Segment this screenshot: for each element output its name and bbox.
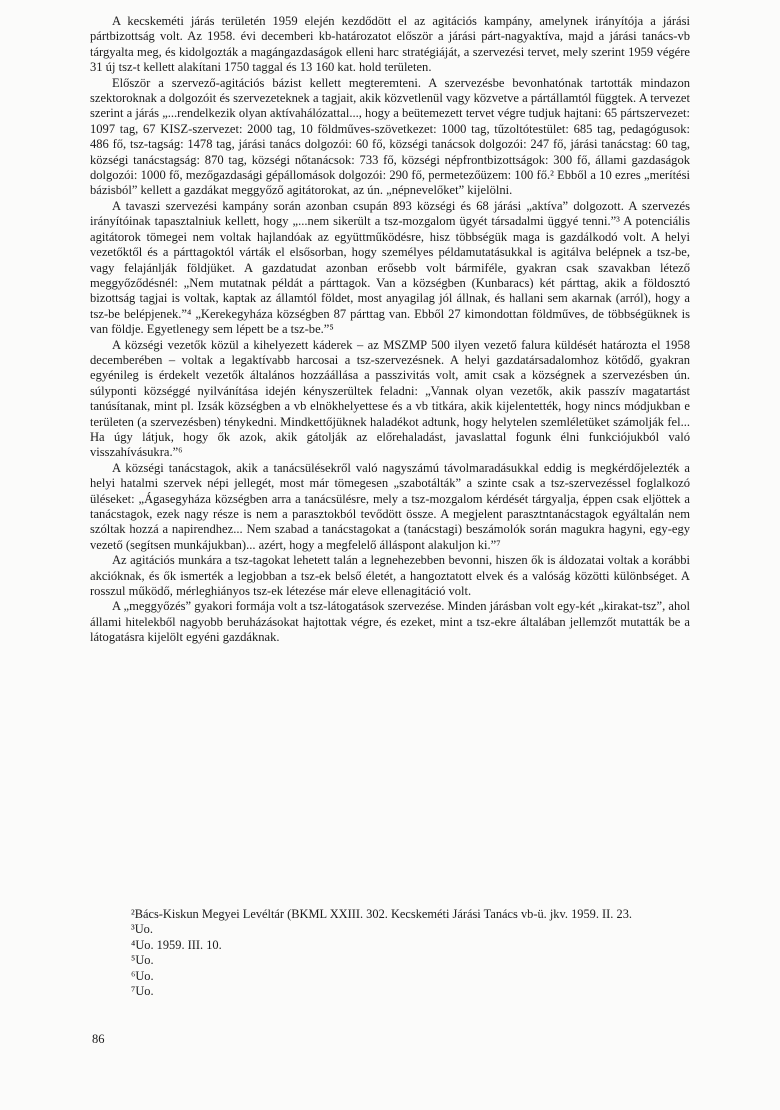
footnote-5: ⁵Uo. <box>131 953 154 968</box>
paragraph-7: A „meggyőzés” gyakori formája volt a tsz-látogatások szervezése. Minden járásban volt egy-két „kirakat-tsz”, ahol állami hitelekből nagyobb beruházásokat hajtottak végre, és ezeket, mint a tsz-ekre általában jellemzőt mutatták be a látogatásra kijelölt egyéni gazdáknak. <box>90 599 690 645</box>
footnotes <box>131 907 691 999</box>
footnote-7: ⁷Uo. <box>131 984 154 999</box>
page-number: 86 <box>92 1032 105 1046</box>
paragraph-1: A kecskeméti járás területén 1959 elején kezdődött el az agitációs kampány, amelynek irányítója a járási pártbizottság volt. Az 1958. évi decemberi kb-határozatot először a járási párt-nagyaktíva, majd a járási tanács-vb tárgyalta meg, és kidolgozták a magángazdaságok elleni harc stratégiáját, a szervezési tervet, mely szerint 1959 végére 31 új tsz-t kellett alakítani 1750 taggal és 13 160 kat. hold területen. <box>90 14 690 75</box>
footnote-6: ⁶Uo. <box>131 968 154 983</box>
paragraph-5: A községi tanácstagok, akik a tanácsülésekről való nagyszámú távolmaradásukkal eddig is megkérdőjelezték a helyi hatalmi szervek népi jellegét, most már tömegesen „szabotálták” a szinte csak a tsz-szervezéssel foglalkozó üléseket: „Ágasegyháza községben arra a tanácsülésre, mely a tsz-mozgalom kérdését tárgyalja, éppen csak eljöttek a tanácstagok, ezek nagy része is nem a parasztokból tevődött össze. A megjelent parasztntanácstagok egyáltalán nem szóltak hozzá a napirendhez... Nem szabad a tanácstagokat a (tanácstagi) beszámolók során magukra hagyni, egy-egy vezető (segítsen munkájukban)... azért, hogy a megfelelő álláspont alakuljon ki.”⁷ <box>90 460 690 552</box>
paragraph-4: A községi vezetők közül a kihelyezett káderek – az MSZMP 500 ilyen vezető falura küldését határozta el 1958 decemberében – voltak a legaktívabb harcosai a tsz-szervezésnek. A helyi gazdatársadalomhoz kötődő, gyakran egyénileg is érdekelt vezetők általános hozzáállása a passzivitás volt, amit csak a községnek a szervezésben ún. súlyponti községgé nyilvánítása idején kényszerültek feladni: „Vannak olyan vezetők, akik passzív magatartást tanúsítanak, mint pl. Izsák községben a vb elnökhelyettese és a vb titkára, akik kijelentették, hogy nincs módjukban e területen (a szervezésben) ténykedni. Mindkettőjüknek haladékot adtunk, hogy helytelen szemléletüket számolják fel... Ha úgy látjuk, hogy ők azok, akik gátolják az előrehaladást, javaslattal fogunk élni funkciójukból való visszahívásukra.”⁶ <box>90 337 690 460</box>
footnote-4: ⁴Uo. 1959. III. 10. <box>131 937 222 952</box>
paragraph-2: Először a szervező-agitációs bázist kellett megteremteni. A szervezésbe bevonhatónak tartották mindazon szektoroknak a dolgozóit és szervezeteknek a tagjait, akik közvetlenül vagy közvetve a pártállamtól függtek. A tervezet szerint a járás „...rendelkezik olyan aktívahálózattal..., hogy a beütemezett tervet végre tudjuk hajtani: 65 pártszervezet: 1097 tag, 67 KISZ-szervezet: 2000 tag, 10 földműves-szövetkezet: 1000 tag, tűzoltótestület: 685 tag, pedagógusok: 486 fő, tsz-tagság: 1478 tag, járási tanács dolgozói: 60 fő, községi tanácsok dolgozói: 247 fő, járási tanácstag: 60 tag, községi tanácstagság: 870 tag, községi nőtanácsok: 733 fő, községi népfrontbizottságok: 300 fő, állami gazdaságok dolgozói: 1000 fő, mezőgazdasági gépállomások dolgozói: 290 fő, permetezőüzem: 100 fő.² Ebből a 10 ezres „merítési bázisból” kellett a gazdákat meggyőző agitátorokat, az ún. „népnevelőket” kijelölni. <box>90 75 690 198</box>
paragraph-6: Az agitációs munkára a tsz-tagokat lehetett talán a legnehezebben bevonni, hiszen ők is áldozatai voltak a korábbi akcióknak, és ők ismerték a legjobban a tsz-ek belső életét, a hangoztatott elvek és a valóság közötti különbséget. A rosszul működő, mérleghiányos tsz-ek létezése már eleve ellenagitáció volt. <box>90 553 690 599</box>
body-text <box>90 14 690 646</box>
footnote-2: ²Bács-Kiskun Megyei Levéltár (BKML XXIII. 302. Kecskeméti Járási Tanács vb-ü. jkv. 1959. II. 23. <box>131 907 632 921</box>
paragraph-3: A tavaszi szervezési kampány során azonban csupán 893 községi és 68 járási „aktíva” dolgozott. A szervezés irányítóinak tapasztalniuk kellett, hogy „...nem sikerült a tsz-mozgalom ügyét társadalmi üggyé tenni.”³ A potenciális agitátorok tömegei nem voltak hajlandóak az együttműködésre, hisz többségük maga is gazdálkodó volt. A helyi vezetőktől és a párttagoktól várták el elsősorban, hogy személyes példamutatásukkal is agitálva belépnek a tsz-be, vagy felajánlják földjüket. A gazdatudat azonban erősebb volt bármiféle, gyakran csak szavakban létező meggyőződésnél: „Nem mutatnak példát a párttagok. Van a községben (Kunbaracs) két párttag, akik a földosztó bizottság tagjai is voltak, kaptak az államtól földet, most anyagilag jól állnak, és hallani sem akarnak (arról), hogy a tsz-be belépjenek.”⁴ „Kerekegyháza községben 87 párttag van. Ebből 27 kimondottan földműves, de többségüknek is van földje. Egyetlenegy sem lépett be a tsz-be.”⁵ <box>90 198 690 337</box>
footnote-3: ³Uo. <box>131 922 153 937</box>
